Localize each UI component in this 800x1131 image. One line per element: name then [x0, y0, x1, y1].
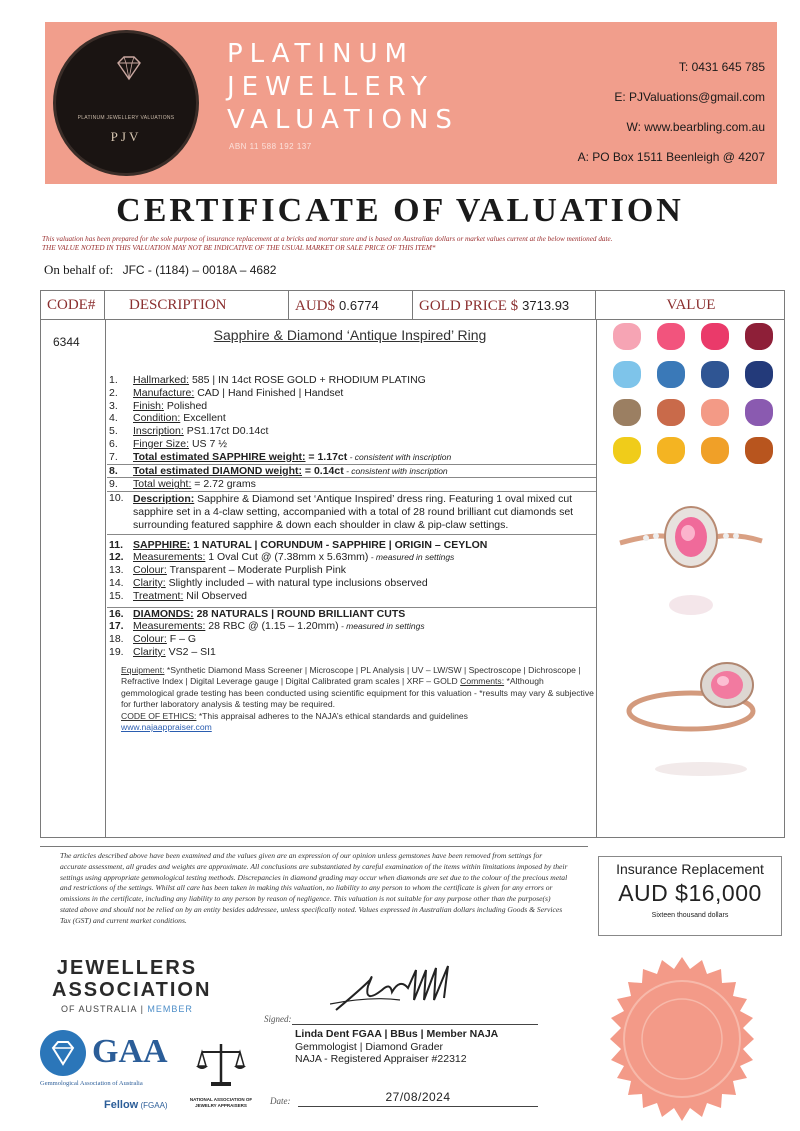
item-number: 11. — [109, 538, 124, 551]
equipment-text: *Synthetic Diamond Mass Screener | Microscope | PL Analysis | UV – LW/SW | Spectroscope | Dichroscope | Refractive Index | Digital Leverage gauge | Digital Calibrated gram scales | XRF – GOLD — [121, 664, 581, 687]
item-text: = 2.72 grams — [191, 478, 256, 491]
ethics-text: *This appraisal adheres to the NAJA’s ethical standards and guidelines — [196, 710, 468, 721]
header-value: VALUE — [666, 297, 716, 313]
gem-swatch-color — [745, 361, 773, 388]
equipment-notes — [109, 665, 596, 734]
item-number: 10. — [109, 492, 124, 505]
item-value: = 0.14ct — [301, 464, 344, 477]
jaa-line: ASSOCIATION — [52, 979, 212, 1001]
insurance-amount-words: Sixteen thousand dollars — [651, 912, 729, 919]
equipment-label: Equipment: — [121, 664, 165, 675]
item-number: 3. — [109, 399, 118, 412]
list-item — [107, 491, 596, 534]
list-item — [109, 551, 596, 564]
list-item — [109, 425, 596, 438]
gem-swatch-color — [701, 361, 729, 388]
item-text: 1 NATURAL | CORUNDUM - SAPPHIRE | ORIGIN – CEYLON — [190, 538, 488, 551]
gem-swatch-color — [657, 323, 685, 350]
gem-swatch-color — [701, 323, 729, 350]
embossed-seal — [588, 955, 776, 1125]
item-note: - consistent with inscription — [347, 451, 452, 462]
header-code: CODE# — [41, 291, 105, 320]
gem-swatch — [693, 437, 737, 473]
item-number: 17. — [109, 620, 124, 633]
item-label: Finger Size: — [133, 437, 190, 450]
gem-swatch-color — [701, 399, 729, 426]
ring-reflection — [641, 589, 741, 619]
abn-number: ABN 11 588 192 137 — [229, 142, 312, 151]
item-label: Hallmarked: — [133, 374, 190, 386]
item-text: F – G — [166, 633, 197, 646]
item-label: Inscription: — [133, 425, 184, 438]
item-label: DIAMONDS: — [133, 607, 194, 620]
item-label: SAPPHIRE: — [133, 538, 191, 551]
gaa-diamond-icon — [40, 1030, 86, 1076]
item-text: US 7 ½ — [189, 437, 227, 450]
signer-name: Linda Dent FGAA | BBus | Member NAJA — [295, 1028, 499, 1040]
contact-website[interactable]: W: www.bearbling.com.au — [626, 120, 765, 134]
list-item — [109, 633, 596, 646]
item-code: 6344 — [53, 335, 80, 349]
ring-reflection — [641, 757, 761, 781]
item-text: PS1.17ct D0.14ct — [183, 425, 269, 438]
list-item — [109, 620, 596, 633]
list-item — [109, 590, 596, 603]
gem-swatch — [649, 437, 693, 473]
jaa-line: JEWELLERS — [56, 957, 198, 979]
item-label: Measurements: — [133, 551, 206, 564]
item-number: 19. — [109, 645, 124, 658]
jaa-of: OF AUSTRALIA — [61, 1004, 138, 1014]
pjv-logo — [53, 30, 199, 176]
gem-swatch — [649, 399, 693, 435]
gaa-name: Gemmological Association of Australia — [40, 1080, 143, 1087]
table-header — [41, 291, 784, 320]
gem-swatch-color — [613, 437, 641, 464]
fellow-label: Fellow — [104, 1099, 139, 1111]
contact-block — [578, 52, 765, 172]
list-item — [109, 478, 596, 491]
item-text: 1 Oval Cut @ (7.38mm x 5.63mm) — [205, 551, 369, 564]
gem-swatch-color — [657, 437, 685, 464]
brand-name — [227, 38, 459, 137]
item-number: 7. — [109, 450, 118, 463]
list-item — [109, 412, 596, 425]
gem-swatch — [693, 361, 737, 397]
on-behalf-of — [44, 262, 276, 278]
list-item — [109, 438, 596, 451]
gem-swatch — [737, 437, 781, 473]
gem-swatch — [693, 399, 737, 435]
gem-swatch — [649, 361, 693, 397]
item-number: 18. — [109, 633, 124, 646]
comments-label: Comments: — [460, 676, 505, 687]
item-text: Transparent – Moderate Purplish Pink — [166, 564, 347, 577]
disclaimer-line: THE VALUE NOTED IN THIS VALUATION MAY NOT BE INDICATIVE OF THE USUAL MARKET OR SALE PRICE OF THIS ITEM* — [42, 244, 436, 252]
item-text: CAD | Hand Finished | Handset — [194, 386, 344, 399]
list-item — [109, 564, 596, 577]
item-label: Total weight: — [133, 478, 192, 491]
gem-swatch-color — [701, 437, 729, 464]
item-label: Clarity: — [133, 576, 166, 589]
naja-logo — [186, 1040, 256, 1108]
gem-swatch — [737, 323, 781, 359]
aud-label: AUD$ — [295, 298, 335, 314]
column-divider — [105, 320, 106, 837]
gem-swatch-color — [657, 399, 685, 426]
gem-swatch — [605, 361, 649, 397]
list-item — [109, 539, 596, 552]
gem-swatch — [605, 323, 649, 359]
naja-line1: NATIONAL ASSOCIATION OF — [189, 1097, 253, 1102]
item-text: VS2 – SI1 — [165, 645, 216, 658]
gem-swatch-color — [613, 399, 641, 426]
header-description: DESCRIPTION — [105, 291, 289, 320]
signer-role: Gemmologist | Diamond Grader — [295, 1040, 444, 1053]
header-aud — [289, 291, 413, 320]
gem-swatch — [737, 361, 781, 397]
item-number: 16. — [109, 607, 124, 620]
item-label: Clarity: — [133, 645, 166, 658]
item-number: 4. — [109, 412, 118, 425]
naja-link[interactable]: www.najaappraiser.com — [121, 722, 212, 733]
gaa-fellow — [104, 1099, 168, 1111]
signed-label: Signed: — [264, 1014, 292, 1024]
list-item — [109, 646, 596, 659]
item-label: Finish: — [133, 399, 164, 412]
item-label: Total estimated DIAMOND weight: — [133, 464, 302, 477]
item-label: Description: — [133, 493, 195, 506]
behalf-code: JFC - (1184) – 0018A – 4682 — [122, 263, 277, 277]
gem-swatch-color — [613, 323, 641, 350]
fellow-abbr: (FGAA) — [138, 1101, 168, 1110]
gem-swatch — [649, 323, 693, 359]
brand-line: JEWELLERY — [227, 72, 434, 102]
disclaimer-line: This valuation has been prepared for the sole purpose of insurance replacement at a bricks and mortar store and is based on Australian dollars or market values current at the below mentioned date. — [42, 235, 613, 243]
item-value: = 1.17ct — [305, 450, 348, 463]
insurance-replacement-box — [598, 856, 782, 936]
item-number: 6. — [109, 437, 118, 450]
list-item — [109, 387, 596, 400]
item-label: Total estimated SAPPHIRE weight: — [133, 450, 306, 463]
scales-icon — [194, 1040, 248, 1090]
item-text: Slightly included – with natural type inclusions observed — [165, 576, 428, 589]
gem-swatch-color — [745, 399, 773, 426]
jaa-membership — [52, 1004, 202, 1014]
diamond-icon — [114, 55, 144, 81]
contact-phone[interactable]: T: 0431 645 785 — [678, 60, 765, 74]
aud-value: 0.6774 — [339, 298, 379, 313]
item-number: 13. — [109, 564, 124, 577]
insurance-label: Insurance Replacement — [616, 861, 764, 877]
item-note: - consistent with inscription — [343, 465, 448, 476]
jaa-logo — [52, 957, 212, 1014]
legal-notice: The articles described above have been examined and the values given are an expression of our opinion unless gemstones have been removed from settings for accurate assessment, all grades and weights are approximate. All conclusions are substantiated by careful examination of the items within limitations imposed by their settings using appropriate gemmological testing methods. Discrepancies in diamond grading may occur when diamonds are set due to the colour of the precious metal and restrictions of the settings. Whilst all care has been taken in making this valuation, no liability to any person to whom the certificate is given for any errors or omissions in the certificate, including any liability to any person by reason of negligence. This valuation is not suitable for any purpose other than the purpose(s) stated above and should not be relied on by an entity besides addressee, unless specifically noted. Values expressed in Australian dollars including Goods & Services Tax (GST) and current market conditions. — [40, 846, 588, 956]
item-label: Colour: — [133, 633, 167, 646]
signature-line — [292, 1024, 538, 1025]
letterhead — [45, 22, 777, 184]
ring-photo-side — [621, 651, 771, 751]
item-label: Manufacture: — [133, 386, 195, 399]
valuation-table — [40, 290, 785, 838]
gem-swatch-color — [745, 323, 773, 350]
gem-swatch — [605, 437, 649, 473]
item-text: 585 | IN 14ct ROSE GOLD + RHODIUM PLATING — [189, 374, 426, 386]
list-item — [107, 607, 596, 621]
item-text: Excellent — [180, 412, 226, 425]
gem-swatch — [737, 399, 781, 435]
insurance-amount: AUD $16,000 — [618, 880, 762, 906]
gold-label: GOLD PRICE $ — [419, 298, 519, 314]
item-text: Polished — [163, 399, 208, 412]
item-details — [109, 374, 596, 734]
logo-initials: PJV — [110, 129, 142, 144]
naja-line2: JEWELRY APPRAISERS — [195, 1102, 247, 1108]
contact-address: A: PO Box 1511 Beenleigh @ 4207 — [577, 150, 765, 164]
gem-swatch-color — [657, 361, 685, 388]
item-label: Measurements: — [133, 620, 206, 633]
item-number: 5. — [109, 425, 118, 438]
contact-email[interactable]: E: PJValuations@gmail.com — [614, 90, 765, 104]
column-divider — [596, 320, 597, 837]
item-number: 15. — [109, 589, 124, 602]
header-gold-price — [413, 291, 596, 320]
behalf-label: On behalf of: — [44, 262, 114, 277]
item-label: Condition: — [133, 412, 181, 425]
gem-swatch-color — [613, 361, 641, 388]
item-number: 12. — [109, 551, 124, 564]
list-item — [109, 451, 596, 464]
valuation-disclaimer — [42, 235, 782, 253]
product-title: Sapphire & Diamond ‘Antique Inspired’ Ring — [213, 327, 487, 343]
list-item — [109, 374, 596, 387]
item-number: 8. — [109, 464, 118, 477]
item-text: 28 RBC @ (1.15 – 1.20mm) — [205, 620, 339, 633]
jaa-member: MEMBER — [147, 1004, 193, 1014]
date-label: Date: — [270, 1096, 291, 1106]
item-text: Nil Observed — [183, 589, 247, 602]
signer-details — [295, 1028, 498, 1066]
list-item — [109, 400, 596, 413]
gold-value: 3713.93 — [522, 298, 570, 313]
signature-scribble — [330, 960, 510, 1022]
list-item — [109, 577, 596, 590]
gaa-letters: GAA — [92, 1033, 168, 1070]
list-item — [107, 464, 596, 479]
brand-line: PLATINUM — [227, 39, 414, 69]
signer-registration: NAJA - Registered Appraiser #22312 — [295, 1053, 467, 1065]
gem-swatch — [605, 399, 649, 435]
jaa-separator: | — [137, 1004, 148, 1014]
ethics-label: CODE OF ETHICS: — [121, 710, 197, 721]
item-note: - measured in settings — [338, 621, 425, 632]
valuation-date: 27/08/2024 — [385, 1090, 451, 1104]
item-label: Colour: — [133, 564, 167, 577]
logo-text: PLATINUM JEWELLERY VALUATIONS — [77, 115, 175, 121]
date-line — [298, 1106, 538, 1107]
gem-swatch-color — [745, 437, 773, 464]
item-number: 1. — [109, 374, 118, 386]
item-number: 14. — [109, 576, 124, 589]
item-label: Treatment: — [133, 589, 184, 602]
item-number: 2. — [109, 386, 118, 399]
comments-text: *Although gemmological grade testing has been conducted using scientific equipment for this valuation - *results may vary & subjective for further laboratory analysis & testing may be required. — [121, 676, 594, 710]
item-text: 28 NATURALS | ROUND BRILLIANT CUTS — [193, 607, 406, 620]
ring-photo-top — [616, 503, 766, 573]
item-note: - measured in settings — [368, 552, 455, 563]
item-number: 9. — [109, 478, 118, 491]
certificate-title: CERTIFICATE OF VALUATION — [116, 192, 684, 229]
naja-name — [186, 1097, 256, 1108]
gem-swatch — [693, 323, 737, 359]
brand-line: VALUATIONS — [227, 105, 459, 135]
item-text: Sapphire & Diamond set ‘Antique Inspired’ dress ring. Featuring 1 oval mixed cut sapphire set in a 4-claw setting, accompanied with a total of 28 round brilliant cut diamonds set surrounding featured sapphire & down each shoulder in claw & pip-claw settings. — [133, 493, 574, 531]
